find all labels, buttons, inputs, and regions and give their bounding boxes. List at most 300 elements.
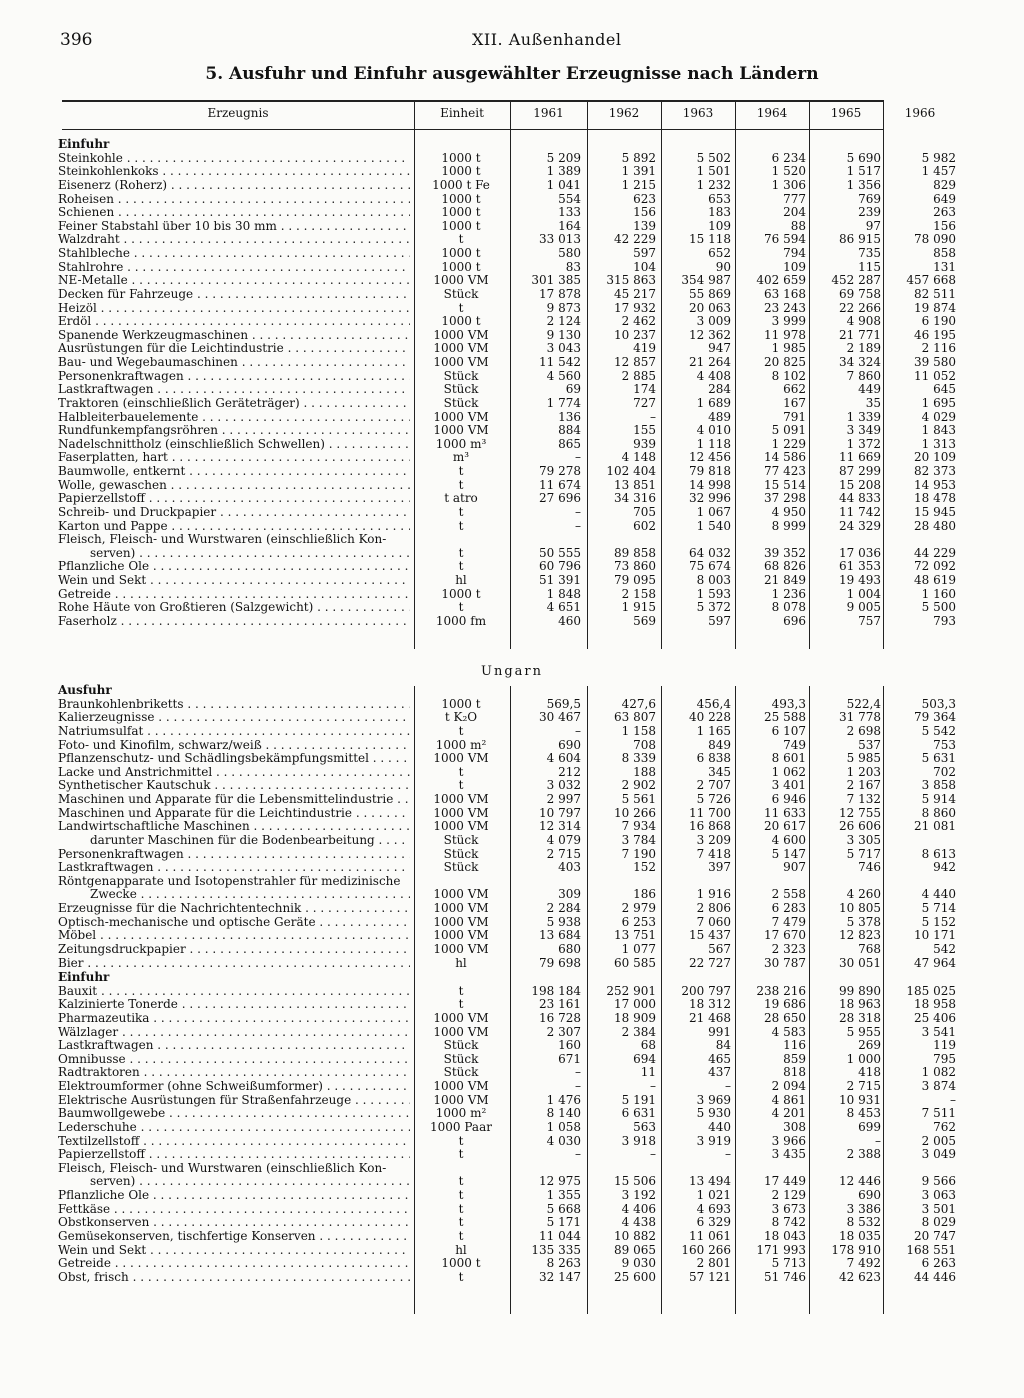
value-cell: 97 bbox=[865, 218, 881, 233]
value-cell: 1 389 bbox=[546, 164, 581, 179]
value-cell: 1 356 bbox=[846, 177, 881, 192]
value-cell: – bbox=[650, 1079, 656, 1093]
table-row bbox=[58, 1107, 962, 1121]
value-cell: 5 717 bbox=[846, 846, 881, 861]
chapter-title: XII. Außenhandel bbox=[472, 30, 622, 49]
value-cell: 2 997 bbox=[546, 792, 581, 806]
unit-cell: 1000 VM bbox=[433, 914, 489, 929]
value-cell: 17 670 bbox=[764, 928, 806, 943]
value-cell: 13 851 bbox=[614, 477, 656, 492]
value-cell: 1 215 bbox=[621, 177, 656, 192]
value-cell: 4 030 bbox=[546, 1133, 581, 1148]
value-cell: 3 501 bbox=[921, 1201, 956, 1216]
value-cell: 8 102 bbox=[771, 368, 806, 383]
product-name: Papierzellstoff . . . bbox=[58, 492, 410, 506]
product-name: Bauxit . . . bbox=[58, 985, 410, 999]
value-cell: 8 140 bbox=[546, 1106, 581, 1121]
value-cell: 5 561 bbox=[621, 792, 656, 806]
value-cell: 427,6 bbox=[621, 696, 656, 711]
value-cell bbox=[662, 533, 737, 547]
product-name: Faserplatten, hart . . . bbox=[58, 451, 410, 465]
value-cell: 34 316 bbox=[614, 491, 656, 506]
unit-cell: 1000 VM bbox=[433, 409, 489, 424]
value-cell: 5 191 bbox=[621, 1092, 656, 1107]
value-cell: 301 385 bbox=[531, 273, 581, 288]
unit-cell: Stück bbox=[443, 1051, 479, 1066]
value-cell: 6 107 bbox=[771, 723, 806, 738]
value-cell: 1 915 bbox=[621, 600, 656, 615]
value-cell: 212 bbox=[558, 764, 581, 779]
value-cell: 4 560 bbox=[546, 368, 581, 383]
product-name: Spanende Werkzeugmaschinen . . . bbox=[58, 329, 410, 343]
product-name: NE-Metalle . . . bbox=[58, 274, 410, 288]
table-row bbox=[58, 383, 962, 397]
product-name: Obst, frisch . . . bbox=[58, 1271, 410, 1285]
product-name: Bier . . . bbox=[58, 957, 410, 971]
value-cell: 21 771 bbox=[839, 327, 881, 342]
product-name: Pflanzliche Öle . . . bbox=[58, 1189, 410, 1203]
value-cell: 8 078 bbox=[771, 600, 806, 615]
value-cell: 10 237 bbox=[614, 327, 656, 342]
value-cell: 42 229 bbox=[614, 232, 656, 247]
value-cell: 1 160 bbox=[921, 586, 956, 601]
value-cell: 30 467 bbox=[539, 710, 581, 725]
table-row bbox=[58, 520, 962, 534]
value-cell: 907 bbox=[783, 860, 806, 875]
value-cell: 15 208 bbox=[839, 477, 881, 492]
value-cell: 699 bbox=[858, 1119, 881, 1134]
unit-cell: t bbox=[458, 545, 464, 560]
value-cell: 86 915 bbox=[839, 232, 881, 247]
value-cell: 602 bbox=[633, 518, 656, 533]
unit-cell: Stück bbox=[443, 832, 479, 847]
value-cell: 51 746 bbox=[764, 1269, 806, 1284]
unit-cell bbox=[410, 1162, 512, 1176]
table-row bbox=[58, 834, 962, 848]
product-name: Foto- und Kinofilm, schwarz/weiß . . . bbox=[58, 739, 410, 753]
value-cell: 563 bbox=[633, 1119, 656, 1134]
value-cell: 109 bbox=[783, 259, 806, 274]
table-title: 5. Ausfuhr und Einfuhr ausgewählter Erzeugnisse nach Ländern bbox=[205, 64, 819, 84]
value-cell: 20 063 bbox=[689, 300, 731, 315]
value-cell bbox=[587, 1162, 662, 1176]
value-cell: 3 009 bbox=[696, 314, 731, 329]
table-row bbox=[58, 479, 962, 493]
product-name: Eisenerz (Roherz) . . . bbox=[58, 179, 410, 193]
value-cell: 79 818 bbox=[689, 464, 731, 478]
value-cell: 7 479 bbox=[771, 914, 806, 929]
value-cell: 84 bbox=[715, 1038, 731, 1053]
value-cell: 5 982 bbox=[921, 150, 956, 165]
table-row bbox=[58, 533, 962, 547]
product-name: Getreide . . . bbox=[58, 1257, 410, 1271]
unit-cell: t bbox=[458, 518, 464, 533]
value-cell bbox=[887, 875, 962, 889]
value-cell: 1 232 bbox=[696, 177, 731, 192]
product-name: Braunkohlenbriketts . . . bbox=[58, 698, 410, 712]
value-cell: 4 950 bbox=[771, 504, 806, 519]
unit-cell: 1000 VM bbox=[433, 751, 489, 766]
table-row bbox=[58, 711, 962, 725]
value-cell: 1 236 bbox=[771, 586, 806, 601]
header-bottom-rule bbox=[62, 129, 884, 130]
value-cell bbox=[662, 1162, 737, 1176]
value-cell: 4 408 bbox=[696, 368, 731, 383]
value-cell: 1 082 bbox=[921, 1065, 956, 1080]
value-cell: 1 695 bbox=[921, 395, 956, 410]
value-cell: 7 934 bbox=[621, 819, 656, 834]
value-cell: 160 266 bbox=[681, 1242, 731, 1257]
value-cell: 46 195 bbox=[914, 327, 956, 342]
value-cell: 794 bbox=[783, 246, 806, 260]
product-name: Steinkohle . . . bbox=[58, 152, 410, 166]
value-cell: 10 931 bbox=[839, 1092, 881, 1107]
table-row bbox=[58, 179, 962, 193]
value-cell: 1 372 bbox=[846, 436, 881, 451]
value-cell bbox=[812, 533, 887, 547]
value-cell: 696 bbox=[783, 613, 806, 628]
table-row bbox=[58, 152, 962, 166]
value-cell: 37 298 bbox=[764, 491, 806, 506]
value-cell: 183 bbox=[708, 205, 731, 220]
unit-cell: Stück bbox=[443, 1038, 479, 1053]
value-cell: 7 190 bbox=[621, 846, 656, 861]
value-cell: 1 593 bbox=[696, 586, 731, 601]
product-name: Fleisch, Fleisch- und Wurstwaren (einschließlich Kon- bbox=[58, 533, 387, 547]
value-cell: 859 bbox=[783, 1051, 806, 1066]
value-cell: 64 032 bbox=[689, 545, 731, 560]
unit-cell: 1000 t bbox=[441, 150, 481, 165]
header-year-1966: 1966 bbox=[904, 106, 936, 120]
value-cell: – bbox=[650, 1147, 656, 1162]
value-cell: 87 299 bbox=[839, 464, 881, 478]
table-row bbox=[58, 506, 962, 520]
value-cell: 3 063 bbox=[921, 1188, 956, 1202]
value-cell: 12 755 bbox=[839, 805, 881, 820]
value-cell: 47 964 bbox=[914, 955, 956, 970]
table-row bbox=[58, 1121, 962, 1135]
value-cell: 3 918 bbox=[621, 1133, 656, 1148]
unit-cell: 1000 t bbox=[441, 164, 481, 179]
unit-cell: Stück bbox=[443, 395, 479, 410]
value-cell: 5 892 bbox=[621, 150, 656, 165]
unit-cell: 1000 VM bbox=[433, 355, 489, 369]
value-cell: 13 751 bbox=[614, 928, 656, 943]
product-name: Wolle, gewaschen . . . bbox=[58, 479, 410, 493]
table-row bbox=[58, 302, 962, 316]
value-cell: 702 bbox=[933, 764, 956, 779]
value-cell: 185 025 bbox=[906, 983, 956, 998]
value-cell: 858 bbox=[933, 246, 956, 260]
unit-cell: 1000 VM bbox=[433, 792, 489, 806]
value-cell: 2 801 bbox=[696, 1256, 731, 1271]
table-row bbox=[58, 725, 962, 739]
header-unit: Einheit bbox=[440, 106, 484, 120]
value-cell: 188 bbox=[633, 764, 656, 779]
unit-cell: Stück bbox=[443, 286, 479, 301]
value-cell: 14 586 bbox=[764, 450, 806, 465]
value-cell: 136 bbox=[558, 409, 581, 424]
unit-cell: t bbox=[458, 1133, 464, 1148]
value-cell: 5 713 bbox=[771, 1256, 806, 1271]
value-cell: 21 264 bbox=[689, 355, 731, 369]
product-name: Schienen . . . bbox=[58, 206, 410, 220]
product-name: Möbel . . . bbox=[58, 929, 410, 943]
value-cell: 597 bbox=[633, 246, 656, 260]
value-cell: 2 462 bbox=[621, 314, 656, 329]
value-cell: 4 440 bbox=[921, 887, 956, 902]
table-row bbox=[58, 424, 962, 438]
value-cell: 12 314 bbox=[539, 819, 581, 834]
value-cell: 1 000 bbox=[846, 1051, 881, 1066]
value-cell: 354 987 bbox=[681, 273, 731, 288]
unit-cell: hl bbox=[455, 1242, 467, 1257]
value-cell: 1 774 bbox=[546, 395, 581, 410]
value-cell: 1 067 bbox=[696, 504, 731, 519]
value-cell: 12 446 bbox=[839, 1174, 881, 1189]
product-name: Zeitungsdruckpapier . . . bbox=[58, 943, 410, 957]
unit-cell: t bbox=[458, 1174, 464, 1189]
value-cell: 11 742 bbox=[839, 504, 881, 519]
value-cell: 135 335 bbox=[531, 1242, 581, 1257]
value-cell: 10 797 bbox=[539, 805, 581, 820]
value-cell: 252 901 bbox=[606, 983, 656, 998]
unit-cell: t bbox=[458, 723, 464, 738]
value-cell: 8 742 bbox=[771, 1215, 806, 1230]
product-name: Personenkraftwagen . . . bbox=[58, 370, 410, 384]
value-cell: 11 633 bbox=[764, 805, 806, 820]
value-cell: 2 979 bbox=[621, 901, 656, 915]
unit-cell: 1000 VM bbox=[433, 273, 489, 288]
value-cell: 75 674 bbox=[689, 559, 731, 574]
value-cell: 156 bbox=[633, 205, 656, 220]
product-name: Pflanzenschutz- und Schädlingsbekämpfungsmittel . . . bbox=[58, 752, 410, 766]
value-cell: 5 668 bbox=[546, 1201, 581, 1216]
value-cell: 28 318 bbox=[839, 1010, 881, 1025]
value-cell: 11 978 bbox=[764, 327, 806, 342]
value-cell: 649 bbox=[933, 191, 956, 206]
value-cell: 2 167 bbox=[846, 778, 881, 793]
product-name: Getreide . . . bbox=[58, 588, 410, 602]
value-cell: 174 bbox=[633, 382, 656, 397]
product-name: Papierzellstoff . . . bbox=[58, 1148, 410, 1162]
value-cell: 39 580 bbox=[914, 355, 956, 369]
table-row bbox=[58, 247, 962, 261]
value-cell: 1 520 bbox=[771, 164, 806, 179]
product-name: Rundfunkempfangsröhren . . . bbox=[58, 424, 410, 438]
value-cell: 2 323 bbox=[771, 941, 806, 956]
value-cell: 198 184 bbox=[531, 983, 581, 998]
value-cell: 1 916 bbox=[696, 887, 731, 902]
value-cell: 829 bbox=[933, 177, 956, 192]
table-row bbox=[58, 233, 962, 247]
product-name: Karton und Pappe . . . bbox=[58, 520, 410, 534]
value-cell: 24 329 bbox=[839, 518, 881, 533]
product-name: Natriumsulfat . . . bbox=[58, 725, 410, 739]
value-cell: 11 669 bbox=[839, 450, 881, 465]
product-name: Omnibusse . . . bbox=[58, 1053, 410, 1067]
value-cell: 6 283 bbox=[771, 901, 806, 915]
product-name: Wälzlager . . . bbox=[58, 1026, 410, 1040]
table-row bbox=[58, 547, 962, 561]
value-cell: 23 243 bbox=[764, 300, 806, 315]
value-cell: 26 606 bbox=[839, 819, 881, 834]
value-cell: 11 061 bbox=[689, 1228, 731, 1243]
value-cell: 13 494 bbox=[689, 1174, 731, 1189]
table-row bbox=[58, 1230, 962, 1244]
product-name: Radtraktoren . . . bbox=[58, 1066, 410, 1080]
table-row bbox=[58, 1162, 962, 1176]
unit-cell: 1000 VM bbox=[433, 805, 489, 820]
value-cell: 35 bbox=[865, 395, 881, 410]
product-name: serven) . . . bbox=[58, 1175, 410, 1189]
unit-cell: t bbox=[458, 1228, 464, 1243]
value-cell: 690 bbox=[858, 1188, 881, 1202]
value-cell: 2 384 bbox=[621, 1024, 656, 1039]
value-cell: 493,3 bbox=[771, 696, 806, 711]
value-cell: 749 bbox=[783, 737, 806, 752]
value-cell: 1 391 bbox=[621, 164, 656, 179]
value-cell: 5 631 bbox=[921, 751, 956, 766]
product-name: Landwirtschaftliche Maschinen . . . bbox=[58, 820, 410, 834]
product-name: Lacke und Anstrichmittel . . . bbox=[58, 766, 410, 780]
unit-cell: 1000 t bbox=[441, 314, 481, 329]
value-cell: 10 882 bbox=[614, 1228, 656, 1243]
value-cell: 2 094 bbox=[771, 1079, 806, 1093]
value-cell: 5 690 bbox=[846, 150, 881, 165]
value-cell: 11 700 bbox=[689, 805, 731, 820]
value-cell: 942 bbox=[933, 860, 956, 875]
value-cell: 3 784 bbox=[621, 832, 656, 847]
product-name: Zwecke . . . bbox=[58, 888, 410, 902]
value-cell: 849 bbox=[708, 737, 731, 752]
unit-cell: t bbox=[458, 504, 464, 519]
value-cell: 2 698 bbox=[846, 723, 881, 738]
value-cell: 705 bbox=[633, 504, 656, 519]
unit-cell: 1000 m³ bbox=[435, 436, 487, 451]
value-cell: 2 707 bbox=[696, 778, 731, 793]
unit-cell: t bbox=[458, 1188, 464, 1202]
value-cell: 83 bbox=[565, 259, 581, 274]
value-cell: 78 090 bbox=[914, 232, 956, 247]
value-cell: 22 266 bbox=[839, 300, 881, 315]
value-cell: 8 999 bbox=[771, 518, 806, 533]
table-row bbox=[58, 1244, 962, 1258]
value-cell: 8 029 bbox=[921, 1215, 956, 1230]
value-cell: – bbox=[575, 1065, 581, 1080]
value-cell: 27 696 bbox=[539, 491, 581, 506]
unit-cell: t bbox=[458, 232, 464, 247]
table-row bbox=[58, 943, 962, 957]
value-cell: 82 511 bbox=[914, 286, 956, 301]
value-cell: 1 313 bbox=[921, 436, 956, 451]
table-row bbox=[58, 875, 962, 889]
value-cell: 239 bbox=[858, 205, 881, 220]
value-cell: 3 435 bbox=[771, 1147, 806, 1162]
value-cell: 1 118 bbox=[696, 436, 731, 451]
value-cell: 31 778 bbox=[839, 710, 881, 725]
value-cell: 2 388 bbox=[846, 1147, 881, 1162]
value-cell: 3 386 bbox=[846, 1201, 881, 1216]
value-cell: 680 bbox=[558, 941, 581, 956]
unit-cell: m³ bbox=[452, 450, 470, 465]
value-cell: 440 bbox=[708, 1119, 731, 1134]
value-cell: 4 438 bbox=[621, 1215, 656, 1230]
value-cell: 503,3 bbox=[921, 696, 956, 711]
value-cell: 269 bbox=[858, 1038, 881, 1053]
value-cell: 9 130 bbox=[546, 327, 581, 342]
value-cell: 15 514 bbox=[764, 477, 806, 492]
value-cell: 2 284 bbox=[546, 901, 581, 915]
product-name: Kalierzeugnisse . . . bbox=[58, 711, 410, 725]
value-cell: 345 bbox=[708, 764, 731, 779]
unit-cell: t bbox=[458, 464, 464, 478]
value-cell: 34 324 bbox=[839, 355, 881, 369]
table-row bbox=[58, 1148, 962, 1162]
unit-cell: t bbox=[458, 1269, 464, 1284]
value-cell: 522,4 bbox=[846, 696, 881, 711]
value-cell: 11 674 bbox=[539, 477, 581, 492]
value-cell: – bbox=[575, 450, 581, 465]
table-row bbox=[58, 329, 962, 343]
value-cell: 5 938 bbox=[546, 914, 581, 929]
value-cell: 1 041 bbox=[546, 177, 581, 192]
value-cell: 12 975 bbox=[539, 1174, 581, 1189]
unit-cell: 1000 t bbox=[441, 246, 481, 260]
value-cell: 44 446 bbox=[914, 1269, 956, 1284]
value-cell: 4 908 bbox=[846, 314, 881, 329]
value-cell: 238 216 bbox=[756, 983, 806, 998]
product-name: Traktoren (einschließlich Geräteträger) . . . bbox=[58, 397, 410, 411]
table-row bbox=[58, 315, 962, 329]
value-cell: 5 726 bbox=[696, 792, 731, 806]
value-cell: 72 092 bbox=[914, 559, 956, 574]
value-cell: 17 449 bbox=[764, 1174, 806, 1189]
value-cell: 69 bbox=[565, 382, 581, 397]
product-name: Faserholz . . . bbox=[58, 615, 410, 629]
value-cell: 5 500 bbox=[921, 600, 956, 615]
product-name: Optisch-mechanische und optische Geräte . . . bbox=[58, 916, 410, 930]
table-row bbox=[58, 998, 962, 1012]
value-cell: 20 747 bbox=[914, 1228, 956, 1243]
value-cell: 3 858 bbox=[921, 778, 956, 793]
product-name: Elektrische Ausrüstungen für Straßenfahrzeuge . . . bbox=[58, 1094, 410, 1108]
value-cell: 5 171 bbox=[546, 1215, 581, 1230]
value-cell: 263 bbox=[933, 205, 956, 220]
table-row bbox=[58, 1175, 962, 1189]
value-cell: 44 229 bbox=[914, 545, 956, 560]
unit-cell: t bbox=[458, 1201, 464, 1216]
value-cell: 1 689 bbox=[696, 395, 731, 410]
unit-cell: 1000 VM bbox=[433, 1079, 489, 1093]
product-name: Wein und Sekt . . . bbox=[58, 1244, 410, 1258]
table-row bbox=[58, 1053, 962, 1067]
value-cell: 9 005 bbox=[846, 600, 881, 615]
value-cell: – bbox=[650, 409, 656, 424]
value-cell: 569,5 bbox=[546, 696, 581, 711]
header-year-1961: 1961 bbox=[533, 106, 564, 120]
table-row bbox=[58, 492, 962, 506]
value-cell: 18 958 bbox=[914, 997, 956, 1012]
value-cell: 11 bbox=[640, 1065, 656, 1080]
product-name: Röntgenapparate und Isotopenstrahler für medizinische bbox=[58, 874, 401, 888]
value-cell: 51 391 bbox=[539, 573, 581, 587]
value-cell: 762 bbox=[933, 1119, 956, 1134]
value-cell: 4 148 bbox=[621, 450, 656, 465]
product-name: Pharmazeutika . . . bbox=[58, 1012, 410, 1026]
value-cell: 63 168 bbox=[764, 286, 806, 301]
value-cell: 465 bbox=[708, 1051, 731, 1066]
